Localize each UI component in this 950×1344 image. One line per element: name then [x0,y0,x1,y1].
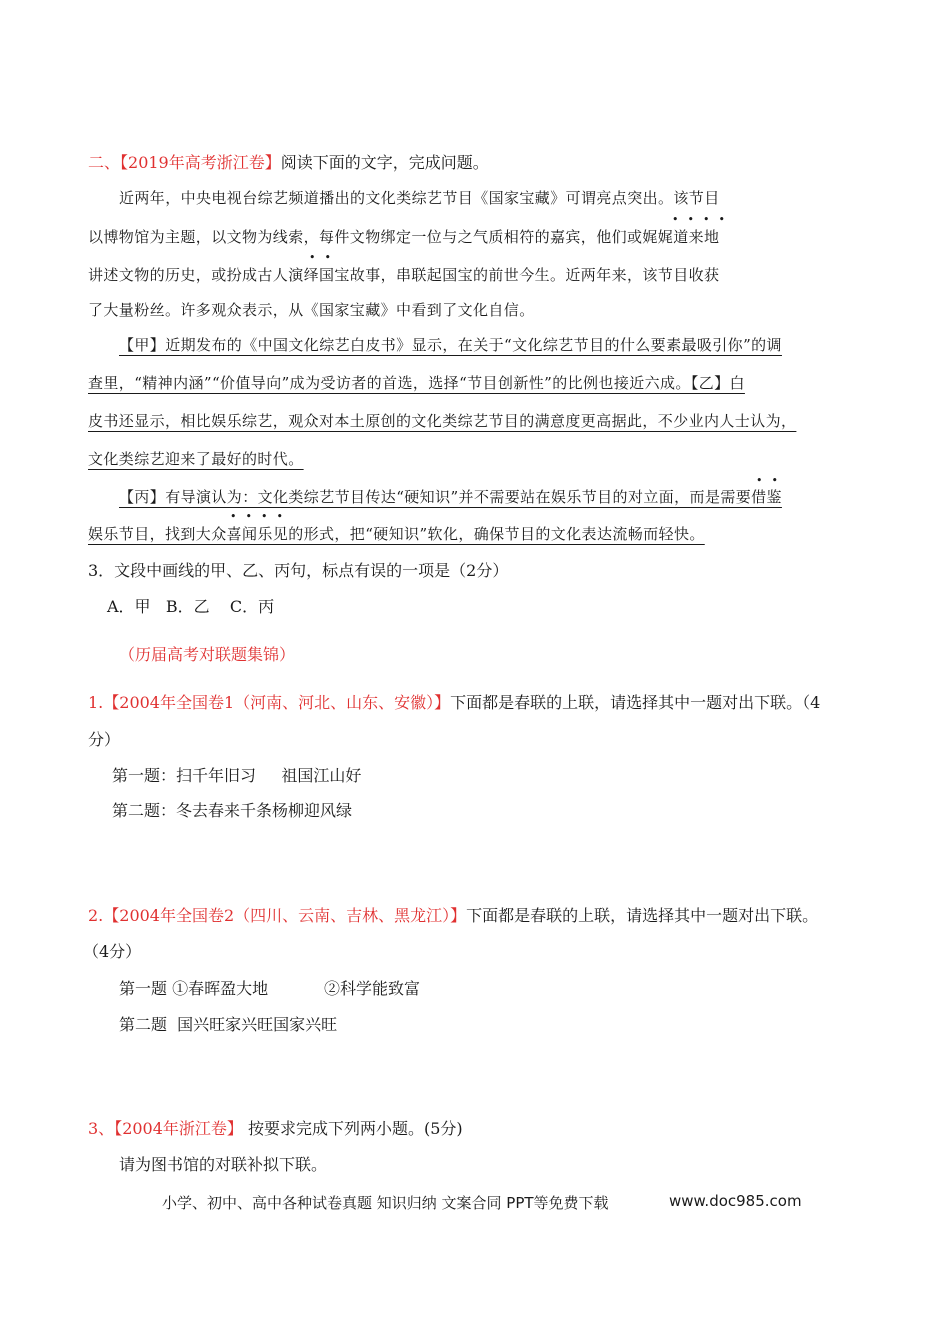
passage-line-1: 近两年，中央电视台综艺频道播出的文化类综艺节目《国家宝藏》可谓亮点突出。该节目 [119,189,720,207]
emphasis-dots: •••• [230,510,292,523]
section-source-tag: 【2019年高考浙江卷】 [120,153,281,172]
question-source-tag: 【2004年全国卷2（四川、云南、吉林、黑龙江）】 [103,906,467,925]
underlined-sentence-jia: 【甲】近期发布的《中国文化综艺白皮书》显示，在关于“文化综艺节目的什么要素最吸引你”的调 [119,336,782,354]
underlined-line: 皮书还显示，相比娱乐综艺，观众对本土原创的文化类综艺节目的满意度更高据此，不少业内人士认为， [88,412,797,430]
couplets-heading: （历届高考对联题集锦） [119,645,296,664]
emphasis-dots: •••• [672,213,734,226]
question-text-cont: （4分） [83,942,142,961]
emphasis-dots: •• [756,474,787,487]
question-source-tag: 【2004年全国卷1（河南、河北、山东、安徽）】 [103,693,451,712]
passage-line-4: 了大量粉丝。许多观众表示，从《国家宝藏》中看到了文化自信。 [88,301,535,319]
question-text: 按要求完成下列两小题。(5分) [242,1119,463,1138]
footer-text: 小学、初中、高中各种试卷真题 知识归纳 文案合同 PPT等免费下载 [162,1194,609,1212]
section-header [88,150,489,173]
section-instruction: 阅读下面的文字，完成问题。 [280,153,489,172]
question-3-options: A．甲 B．乙 C．丙 [107,597,275,616]
question-text: 下面都是春联的上联，请选择其中一题对出下联。 [466,906,819,925]
underlined-sentence-bing: 【丙】有导演认为：文化类综艺节目传达“硬知识”并不需要站在娱乐节目的对立面，而是需要借鉴 [119,488,782,506]
question-subtext: 请为图书馆的对联补拟下联。 [119,1155,328,1174]
question-number: 3、 [88,1119,115,1138]
underlined-line: 查里，“精神内涵”“价值导向”成为受访者的首选，选择“节目创新性”的比例也接近六成。【乙】白 [88,374,745,392]
couplet-item: 第一题 ①春晖盈大地 ②科学能致富 [119,979,421,998]
couplet-item: 第一题：扫千年旧习 祖国江山好 [112,766,362,785]
underlined-line: 娱乐节目，找到大众喜闻乐见的形式，把“硬知识”软化，确保节目的文化表达流畅而轻快。 [88,525,705,543]
couplet-item: 第二题 国兴旺家兴旺国家兴旺 [119,1015,338,1034]
question-text-cont: 分） [88,730,121,749]
question-text: 下面都是春联的上联，请选择其中一题对出下联。（4 [450,693,821,712]
couplet-question-3 [88,1116,463,1139]
emphasis-dots: •• [309,251,340,264]
couplet-question-1 [88,690,820,713]
underlined-line: 文化类综艺迎来了最好的时代。 [88,450,304,468]
question-number: 2. [88,906,104,925]
question-3: 3．文段中画线的甲、乙、丙句，标点有误的一项是（2分） [88,561,509,580]
footer-link[interactable]: www.doc985.com [669,1192,802,1210]
section-number: 二、 [88,153,121,172]
couplet-item: 第二题：冬去春来千条杨柳迎风绿 [112,801,353,820]
passage-line-2: 以博物馆为主题，以文物为线索，每件文物绑定一位与之气质相符的嘉宾，他们或娓娓道来地 [88,228,720,246]
passage-line-3: 讲述文物的历史，或扮成古人演绎国宝故事，串联起国宝的前世今生。近两年来，该节目收获 [88,266,720,284]
question-source-tag: 【2004年浙江卷】 [114,1119,243,1138]
couplet-question-2 [88,903,818,926]
question-number: 1. [88,693,104,712]
